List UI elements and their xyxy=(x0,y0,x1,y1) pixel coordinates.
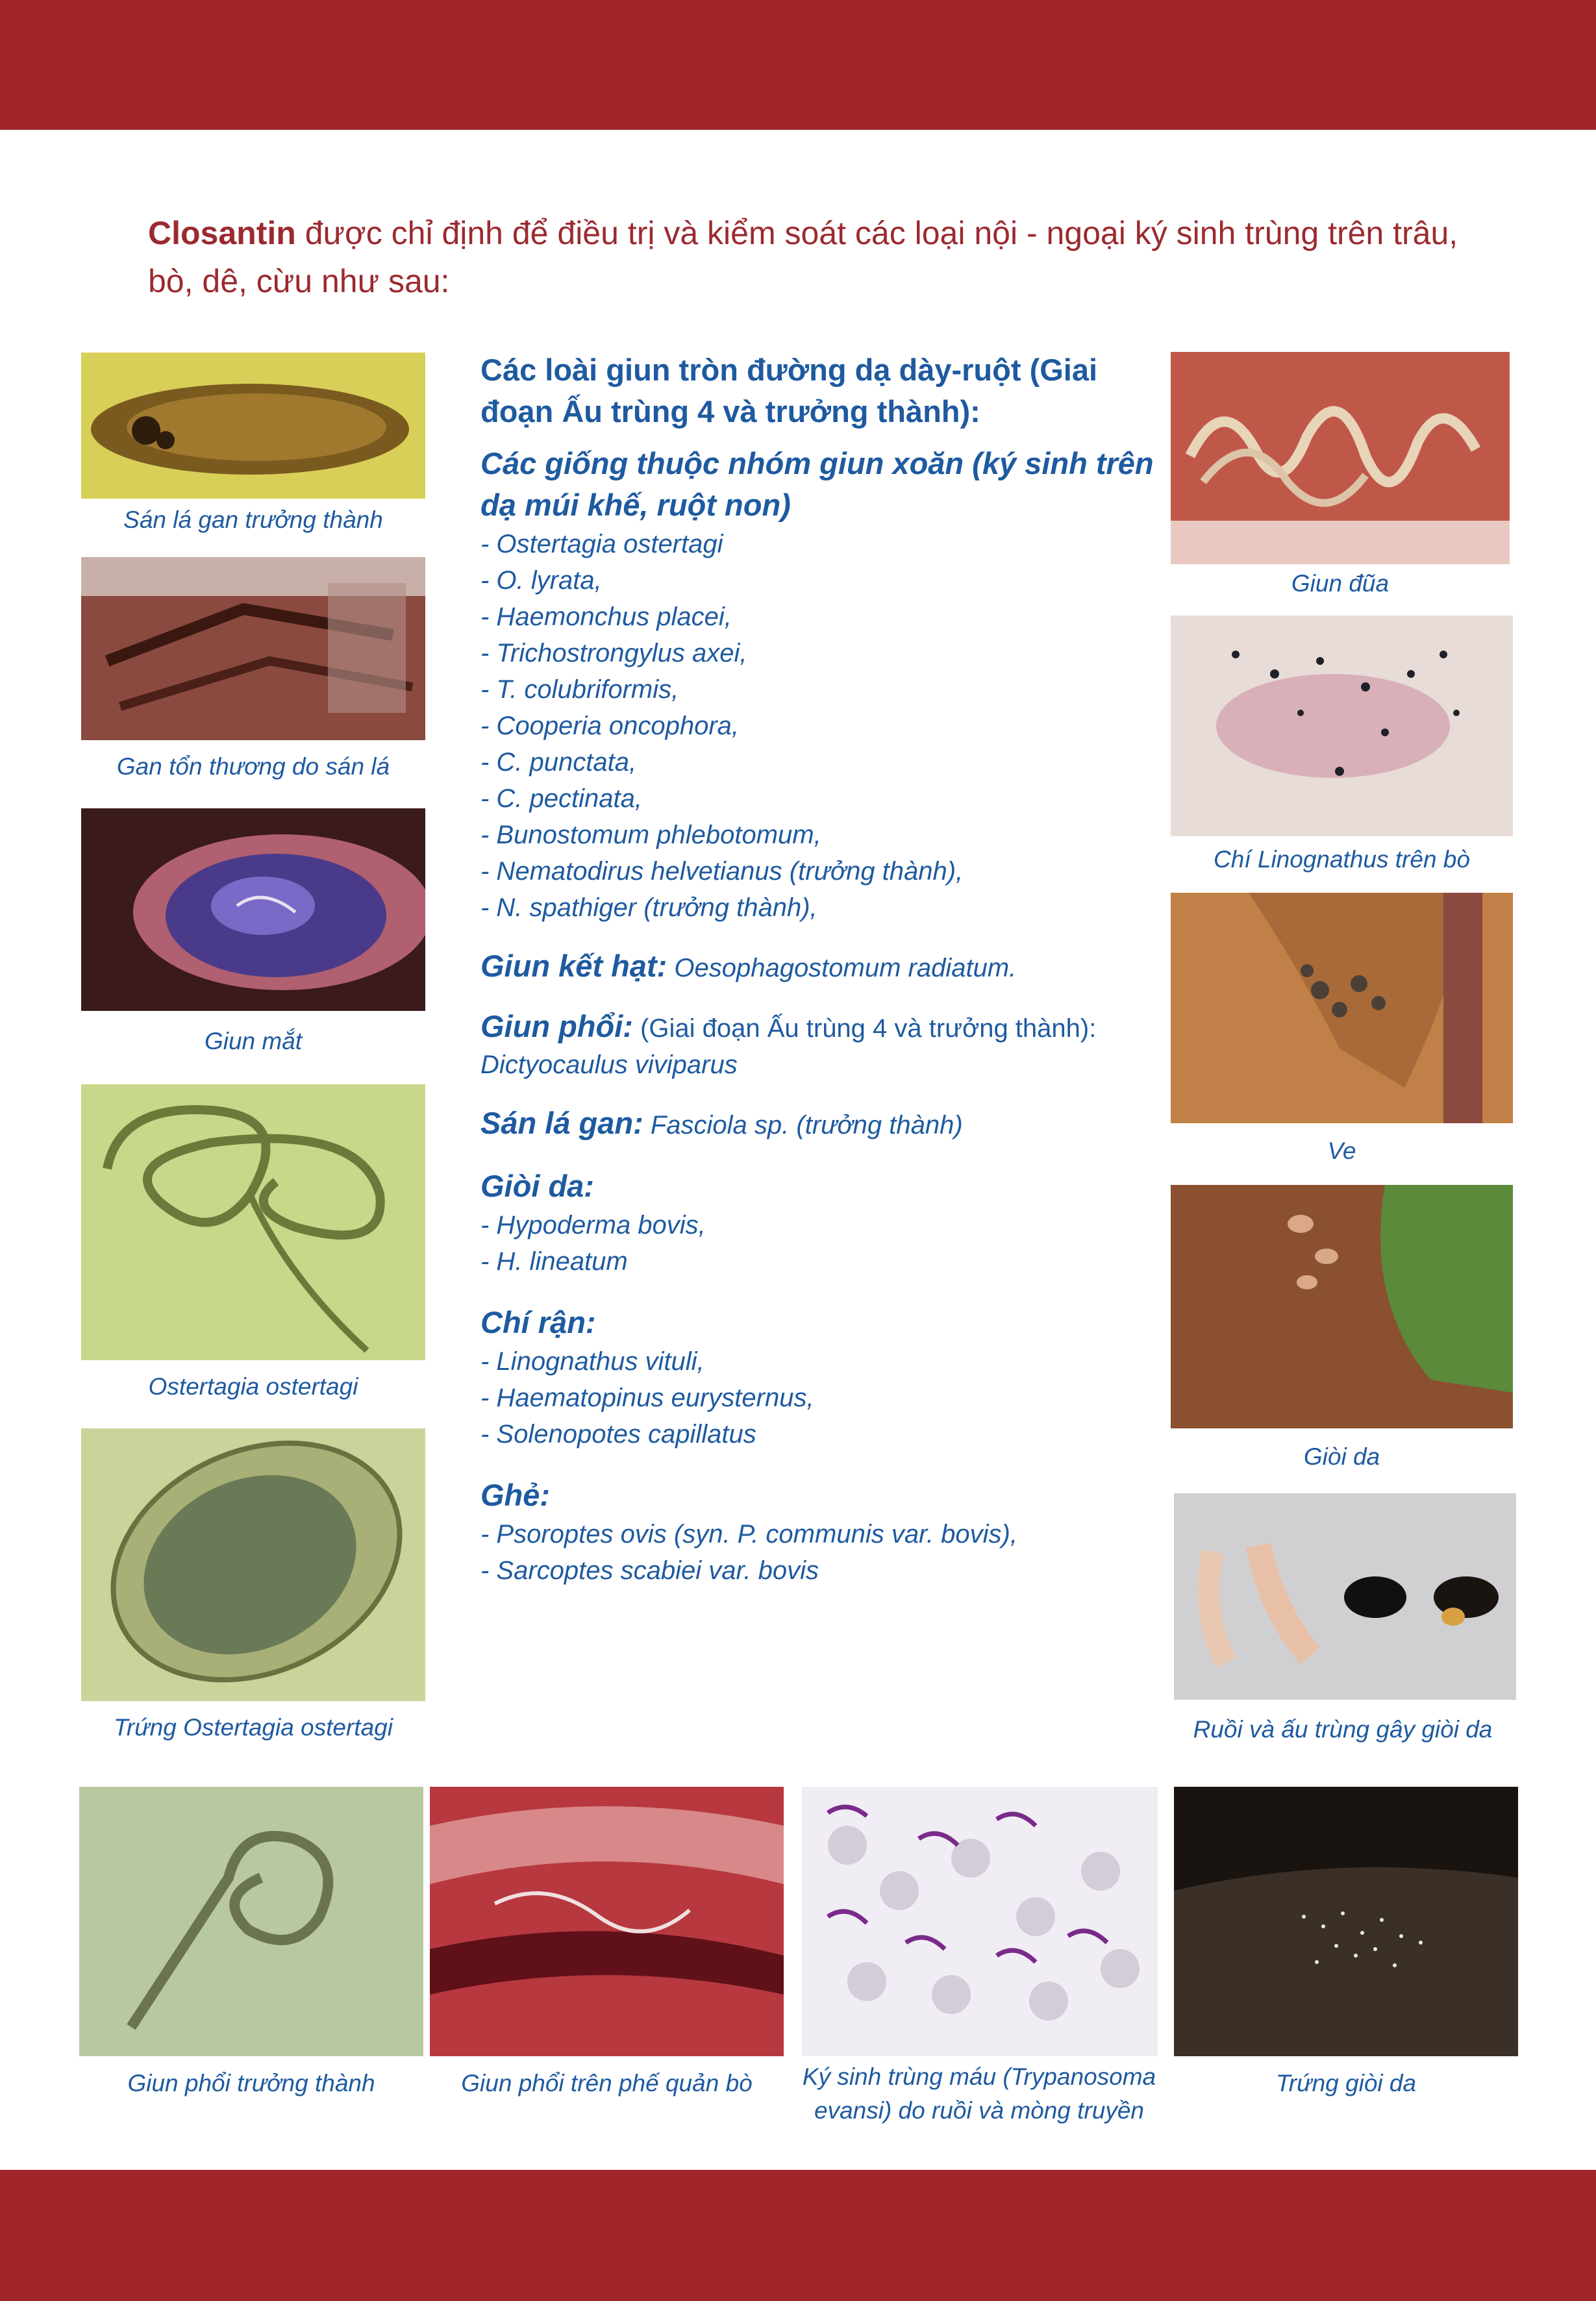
caption-bottom-2: Giun phổi trên phế quản bò xyxy=(461,2070,753,2096)
list-item: - Sarcoptes scabiei var. bovis xyxy=(480,1556,819,1585)
caption-left-5: Trứng Ostertagia ostertagi xyxy=(114,1714,393,1741)
trypanosoma-photo xyxy=(802,1787,1158,2056)
nodular-worm-label: Giun kết hạt: xyxy=(480,949,667,983)
caption-right-1: Giun đũa xyxy=(1291,570,1390,597)
list-item: - Nematodirus helvetianus (trưởng thành), xyxy=(480,857,964,886)
caption-right-3: Ve xyxy=(1327,1138,1356,1164)
list-item: - O. lyrata, xyxy=(480,566,602,595)
list-item: - Haemonchus placei, xyxy=(480,603,732,631)
cattle-grubs-photo xyxy=(1171,1185,1513,1428)
lice-list xyxy=(480,1343,1162,1452)
caption-left-1: Sán lá gan trưởng thành xyxy=(123,506,383,533)
list-item: - C. punctata, xyxy=(480,748,637,777)
list-item: - Hypoderma bovis, xyxy=(480,1211,706,1239)
lice-heading: Chí rận: xyxy=(480,1305,596,1339)
list-item: - Trichostrongylus axei, xyxy=(480,639,747,667)
mange-heading: Ghẻ: xyxy=(480,1478,551,1512)
list-item: - Ostertagia ostertagi xyxy=(480,530,723,558)
ostertagia-egg-photo xyxy=(81,1428,425,1701)
intro-text: được chỉ định để điều trị và kiểm soát các loại nội - ngoại ký sinh trùng trên trâu, bò, dê, cừu như sau: xyxy=(148,215,1458,299)
adult-liver-fluke-photo xyxy=(81,353,425,499)
damaged-liver-photo xyxy=(81,557,425,740)
list-item: - C. pectinata, xyxy=(480,784,643,813)
caption-right-4: Giòi da xyxy=(1303,1443,1380,1470)
caption-bottom-1: Giun phổi trưởng thành xyxy=(127,2070,375,2096)
lungworm-stage: (Giai đoạn Ấu trùng 4 và trưởng thành): xyxy=(632,1014,1097,1043)
ticks-photo xyxy=(1171,893,1513,1123)
nodular-worm-species: Oesophagostomum radiatum. xyxy=(667,954,1017,982)
ostertagia-photo xyxy=(81,1084,425,1360)
list-item: - Haematopinus eurysternus, xyxy=(480,1384,814,1412)
grubs-heading: Giòi da: xyxy=(480,1169,594,1203)
caption-bottom-3: Ký sinh trùng máu (Trypanosoma evansi) do ruồi và mòng truyền xyxy=(802,2063,1156,2124)
gi-nematodes-heading: Các loài giun tròn đường dạ dày-ruột (Giai đoạn Ấu trùng 4 và trưởng thành): xyxy=(480,353,1098,429)
strongyle-list xyxy=(480,526,1162,926)
list-item: - Bunostomum phlebotomum, xyxy=(480,821,821,849)
list-item: - Linognathus vituli, xyxy=(480,1347,704,1376)
grubs-list xyxy=(480,1207,1162,1280)
brand-name: Closantin xyxy=(148,215,296,251)
list-item: - Solenopotes capillatus xyxy=(480,1420,756,1449)
grub-eggs-photo xyxy=(1174,1787,1518,2056)
list-item: - H. lineatum xyxy=(480,1247,628,1276)
flies-larvae-photo xyxy=(1174,1493,1516,1700)
roundworm-photo xyxy=(1171,352,1510,564)
lungworm-label: Giun phổi: xyxy=(480,1009,633,1043)
top-banner xyxy=(0,0,1596,130)
caption-right-2: Chí Linognathus trên bò xyxy=(1214,846,1470,873)
adult-lungworm-photo xyxy=(79,1787,423,2056)
liver-fluke-line xyxy=(480,1105,1162,1143)
lungworm-line xyxy=(480,1008,1162,1047)
indications-content xyxy=(480,349,1162,1589)
caption-right-5: Ruồi và ấu trùng gây giòi da xyxy=(1193,1716,1493,1743)
lungworm-bronchi-photo xyxy=(430,1787,784,2056)
bottom-banner xyxy=(0,2170,1596,2301)
liver-fluke-label: Sán lá gan: xyxy=(480,1106,643,1140)
list-item: - Psoroptes ovis (syn. P. communis var. bovis), xyxy=(480,1520,1017,1549)
list-item: - N. spathiger (trưởng thành), xyxy=(480,893,817,922)
caption-left-4: Ostertagia ostertagi xyxy=(148,1373,358,1400)
lungworm-species: Dictyocaulus viviparus xyxy=(480,1051,738,1079)
list-item: - T. colubriformis, xyxy=(480,675,679,704)
mange-list xyxy=(480,1516,1162,1589)
caption-bottom-4: Trứng giòi da xyxy=(1275,2070,1417,2096)
lice-on-cattle-photo xyxy=(1171,616,1513,836)
strongyle-heading: Các giống thuộc nhóm giun xoăn (ký sinh trên dạ múi khế, ruột non) xyxy=(480,446,1154,522)
list-item: - Cooperia oncophora, xyxy=(480,712,740,740)
nodular-worm-line xyxy=(480,948,1162,986)
intro-paragraph xyxy=(148,209,1479,305)
caption-left-2: Gan tổn thương do sán lá xyxy=(116,753,390,780)
caption-left-3: Giun mắt xyxy=(204,1028,303,1054)
eye-worm-photo xyxy=(81,808,425,1011)
liver-fluke-species: Fasciola sp. (trưởng thành) xyxy=(643,1111,963,1139)
